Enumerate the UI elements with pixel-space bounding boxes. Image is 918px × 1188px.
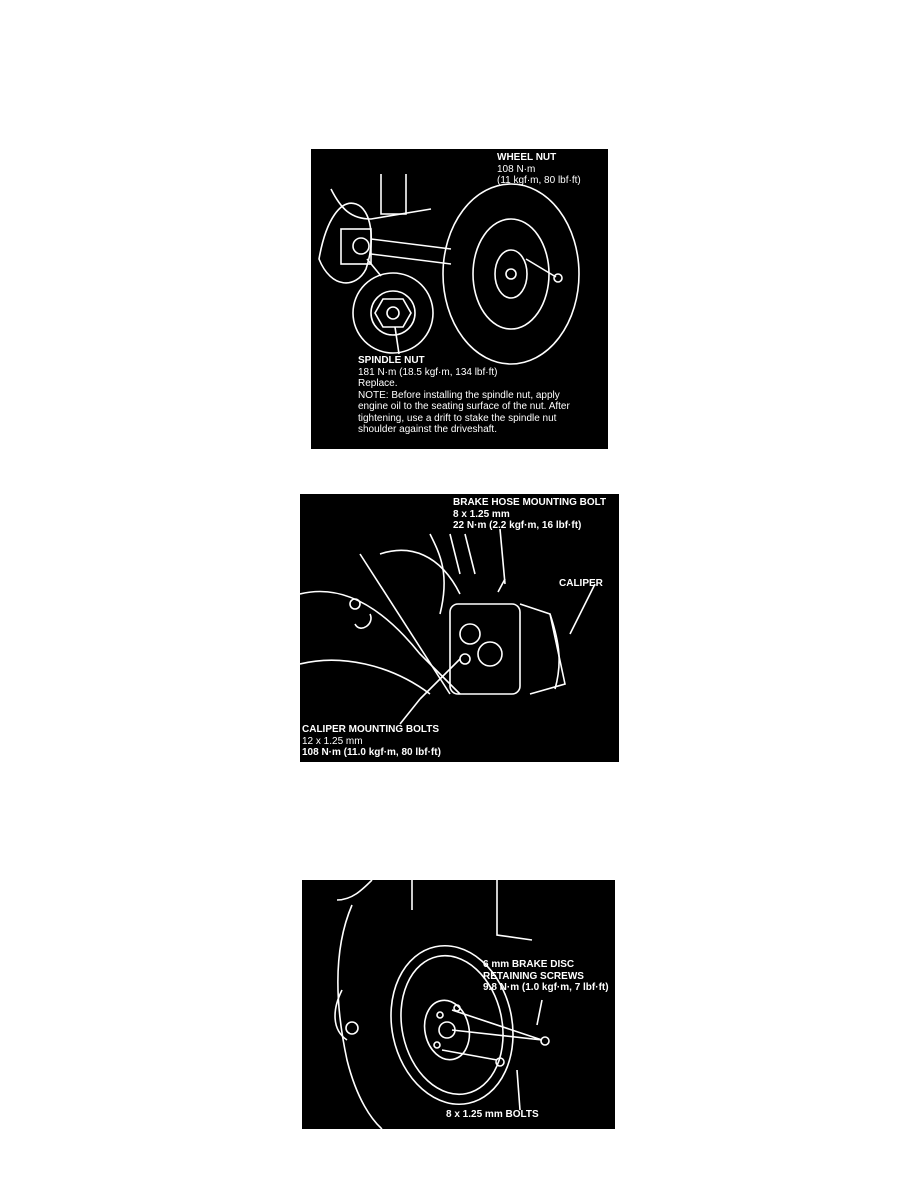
spindle-nut-note-line: NOTE: Before installing the spindle nut, apply	[358, 389, 560, 401]
disc-bolts-callout	[446, 1109, 539, 1121]
brake-disc-figure	[302, 880, 615, 1129]
brake-hose-bolt-torque: 22 N·m (2.2 kgf·m, 16 lbf·ft)	[453, 520, 582, 531]
caliper-bolts-callout	[302, 724, 441, 759]
spindle-nut-note-line: engine oil to the seating surface of the nut. After	[358, 401, 570, 412]
spindle-nut-torque: 181 N·m (18.5 kgf·m, 134 lbf·ft)	[358, 366, 498, 378]
spindle-nut-note-line: tightening, use a drift to stake the spindle nut	[358, 412, 557, 424]
caliper-bolts-torque: 108 N·m (11.0 kgf·m, 80 lbf·ft)	[302, 747, 441, 758]
wheel-spindle-figure	[311, 149, 608, 449]
spindle-nut-note-line: shoulder against the driveshaft.	[358, 424, 497, 435]
disc-screws-torque: 9.8 N·m (1.0 kgf·m, 7 lbf·ft)	[483, 982, 609, 993]
wheel-nut-torque-alt: (11 kgf·m, 80 lbf·ft)	[497, 175, 581, 186]
brake-disc-illustration	[302, 880, 615, 1129]
brake-hose-bolt-size: 8 x 1.25 mm	[453, 508, 510, 520]
disc-screws-title: 6 mm BRAKE DISC	[483, 959, 575, 970]
brake-hose-bolt-title: BRAKE HOSE MOUNTING BOLT	[453, 497, 607, 508]
caliper-label: CALIPER	[559, 578, 603, 589]
caliper-callout	[559, 578, 603, 590]
spindle-nut-title: SPINDLE NUT	[358, 355, 425, 366]
spindle-nut-replace: Replace.	[358, 378, 398, 389]
disc-screws-subtitle: RETAINING SCREWS	[483, 970, 584, 982]
wheel-nut-callout	[497, 152, 581, 187]
disc-bolts-label: 8 x 1.25 mm BOLTS	[446, 1109, 539, 1120]
disc-screws-callout	[483, 959, 609, 994]
caliper-bolts-size: 12 x 1.25 mm	[302, 735, 363, 747]
wheel-nut-torque: 108 N·m	[497, 163, 536, 175]
caliper-figure	[300, 494, 619, 762]
wheel-nut-title: WHEEL NUT	[497, 152, 557, 163]
caliper-illustration	[300, 494, 619, 762]
caliper-bolts-title: CALIPER MOUNTING BOLTS	[302, 724, 440, 735]
brake-hose-bolt-callout	[453, 497, 606, 532]
spindle-nut-callout	[358, 355, 570, 436]
